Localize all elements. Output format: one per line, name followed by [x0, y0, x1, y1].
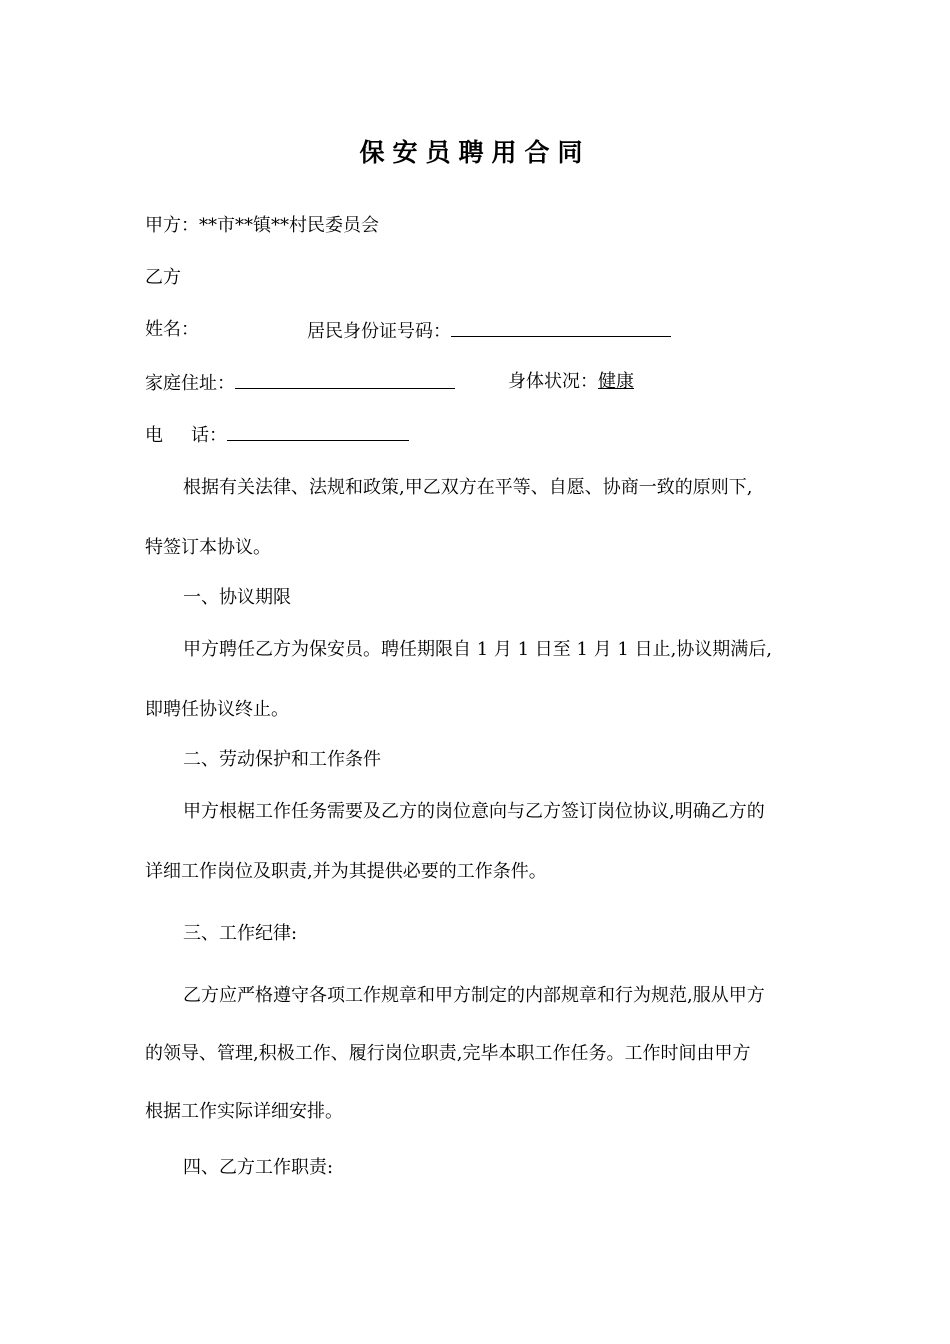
section2-heading: 二、劳动保护和工作条件	[183, 749, 381, 770]
health-line	[508, 370, 634, 394]
health-value: 健康	[598, 371, 634, 392]
party-b-line	[145, 266, 181, 290]
id-number-line	[307, 318, 671, 344]
section2-line-1: 甲方根椐工作任务需要及乙方的岗位意向与乙方签订岗位协议,明确乙方的	[183, 801, 765, 822]
party-a-line	[145, 214, 379, 238]
id-number-blank[interactable]	[451, 318, 671, 337]
phone-label-a: 电	[145, 425, 163, 446]
address-label: 家庭住址：	[145, 373, 235, 394]
health-label: 身体状况：	[508, 371, 598, 392]
id-number-label: 居民身份证号码：	[307, 321, 451, 342]
section3-line-1: 乙方应严格遵守各项工作规章和甲方制定的内部规章和行为规范,服从甲方	[183, 985, 765, 1006]
section1-line-2: 即聘任协议终止。	[145, 699, 289, 720]
phone-label-b: 话：	[191, 425, 227, 446]
party-a-label: 甲方：	[145, 215, 199, 236]
section1-line-1: 甲方聘任乙方为保安员。聘任期限自 1 月 1 日至 1 月 1 日止,协议期满后,	[183, 639, 773, 660]
section1-heading: 一、协议期限	[183, 587, 291, 608]
address-line	[145, 370, 455, 396]
intro-line-2: 特签订本协议。	[145, 537, 271, 558]
phone-line	[145, 422, 409, 448]
section4-heading: 四、乙方工作职责:	[183, 1157, 334, 1178]
phone-blank[interactable]	[227, 422, 409, 441]
document-title: 保安员聘用合同	[359, 138, 591, 167]
section3-line-3: 根据工作实际详细安排。	[145, 1101, 343, 1122]
name-line	[145, 318, 199, 342]
section2-line-2: 详细工作岗位及职责,并为其提供必要的工作条件。	[145, 861, 547, 882]
party-b-label: 乙方	[145, 267, 181, 288]
name-label: 姓名：	[145, 319, 199, 340]
section3-heading: 三、工作纪律:	[183, 923, 298, 944]
intro-line-1: 根据有关法律、法规和政策,甲乙双方在平等、自愿、协商一致的原则下,	[183, 477, 753, 498]
section3-line-2: 的领导、管理,积极工作、履行岗位职责,完毕本职工作任务。工作时间由甲方	[145, 1043, 751, 1064]
address-blank[interactable]	[235, 370, 455, 389]
party-a-value: **市**镇**村民委员会	[199, 215, 379, 236]
